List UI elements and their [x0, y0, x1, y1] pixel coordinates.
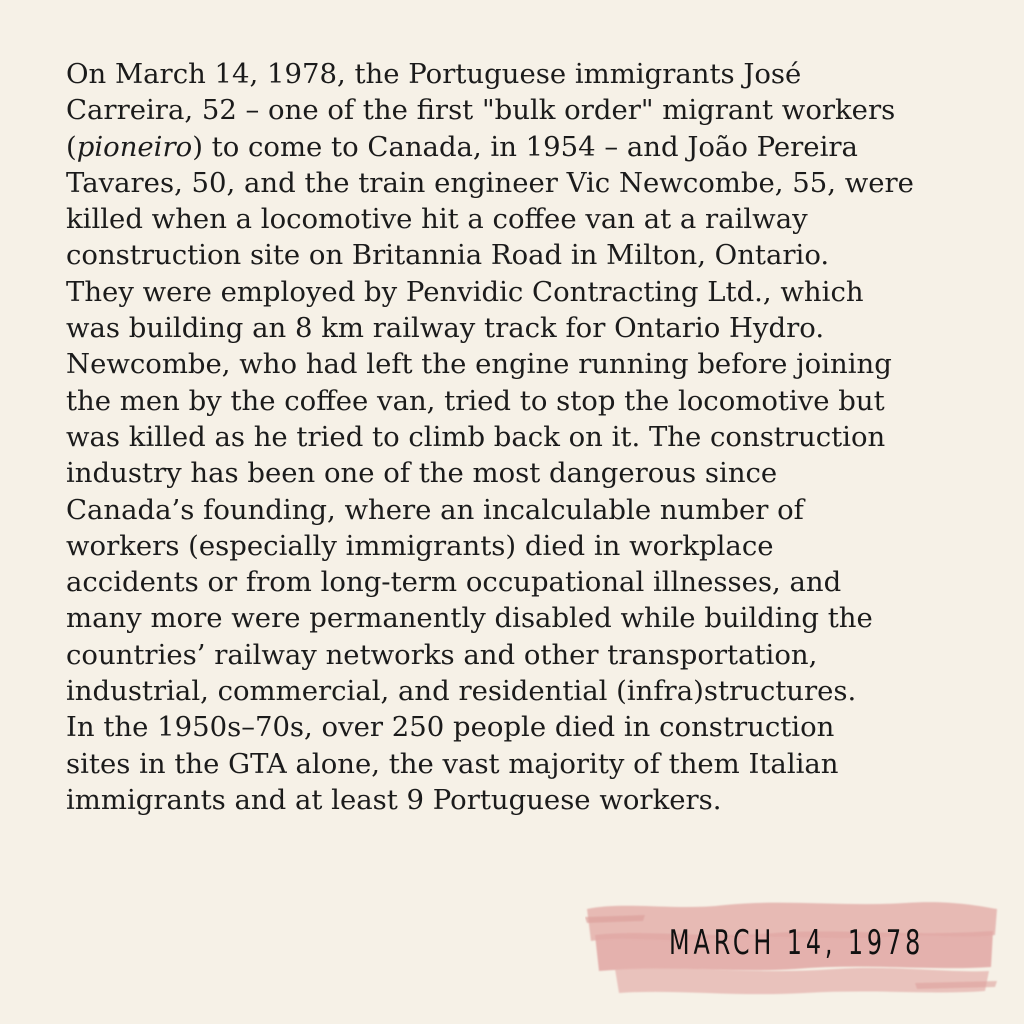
article-line: sites in the GTA alone, the vast majority of them Italian — [66, 747, 839, 780]
article-line: workers (especially immigrants) died in workplace — [66, 529, 774, 562]
article-line: Newcombe, who had left the engine running before joining — [66, 348, 892, 381]
article-line: accidents or from long-term occupational illnesses, and — [66, 566, 842, 599]
article-line: killed when a locomotive hit a coffee van at a railway — [66, 203, 808, 236]
article-line: Tavares, 50, and the train engineer Vic Newcombe, 55, were — [66, 166, 914, 199]
article-line: Canada’s founding, where an incalculable number of — [66, 493, 804, 526]
brush-band-bottom — [615, 968, 989, 994]
article-line: construction site on Britannia Road in Milton, Ontario. — [66, 239, 830, 272]
article-line: industry has been one of the most dangerous since — [66, 457, 778, 490]
article-line: industrial, commercial, and residential (infra)structures. — [66, 675, 857, 708]
article-line-suffix: ) to come to Canada, in 1954 – and João Pereira — [192, 130, 858, 163]
date-label: MARCH 14, 1978 — [669, 923, 925, 963]
article-line: was killed as he tried to climb back on it. The construction — [66, 420, 886, 453]
article-line: many more were permanently disabled while building the — [66, 602, 873, 635]
article-line: Carreira, 52 – one of the first "bulk order" migrant workers — [66, 94, 896, 127]
article-line: In the 1950s–70s, over 250 people died in construction — [66, 711, 835, 744]
article-line: the men by the coffee van, tried to stop the locomotive but — [66, 384, 885, 417]
article-line: On March 14, 1978, the Portuguese immigrants José — [66, 58, 802, 90]
date-banner — [585, 895, 1000, 1000]
article-line-prefix: ( — [66, 130, 77, 163]
article-line: countries’ railway networks and other transportation, — [66, 638, 818, 671]
article-line: They were employed by Penvidic Contracting Ltd., which — [66, 275, 864, 308]
article-body — [66, 56, 966, 818]
article-line-italic-term: pioneiro — [76, 130, 193, 163]
article-line: was building an 8 km railway track for Ontario Hydro. — [66, 312, 825, 345]
article-line — [66, 129, 966, 165]
article-line: immigrants and at least 9 Portuguese workers. — [66, 783, 722, 816]
